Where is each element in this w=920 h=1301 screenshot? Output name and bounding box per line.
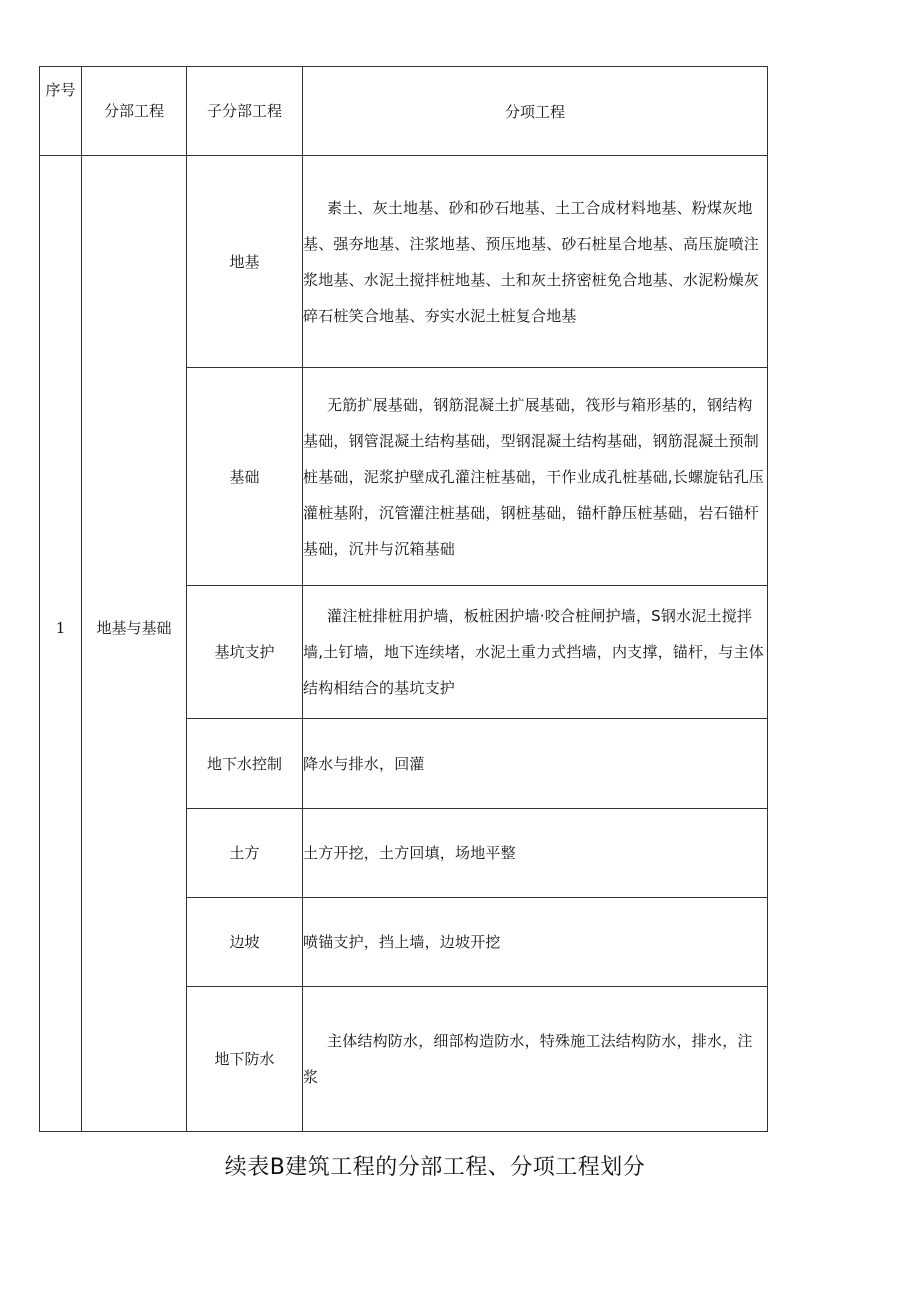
sub-division-cell: 基础 (187, 368, 303, 586)
items-cell (303, 156, 768, 368)
items-cell (303, 987, 768, 1132)
items-cell (303, 368, 768, 586)
table-caption: 续表B建筑工程的分部工程、分项工程划分 (224, 1155, 646, 1180)
division-value: 地基与基础 (96, 618, 172, 637)
items-text: 土方开挖，土方回填，场地平整 (303, 844, 516, 862)
header-division: 分部工程 (82, 67, 187, 156)
division-table (39, 66, 768, 1132)
items-text: 主体结构防水，细部构造防水，特殊施工法结构防水，排水，注浆 (303, 1032, 753, 1086)
header-sub-division: 子分部工程 (187, 67, 303, 156)
items-cell (303, 898, 768, 987)
items-text: 喷锚支护，挡上墙，边坡开挖 (303, 933, 501, 951)
table-row (40, 156, 768, 368)
sub-division-cell: 边坡 (187, 898, 303, 987)
items-cell (303, 586, 768, 719)
items-text: 素土、灰土地基、砂和砂石地基、土工合成材料地基、粉煤灰地基、强夯地基、注浆地基、预压地基、砂石桩星合地基、高压旋喷注浆地基、水泥土搅拌桩地基、土和灰土挤密桩免合地基、水泥粉燥灰碎石桩笑合地基、夯实水泥土桩复合地基 (303, 198, 760, 325)
items-cell (303, 809, 768, 898)
items-text: 降水与排水，回灌 (303, 754, 425, 773)
items-cell (303, 719, 768, 809)
items-text: 灌注桩排桩用护墙，板桩困护墙·咬合桩闸护墙，S钢水泥土搅拌墙,土钉墙，地下连续堵，水泥土重力式挡墙，内支撑，锚杆，与主体结构相结合的基坑支护 (303, 607, 764, 697)
sub-division-cell: 基坑支护 (187, 586, 303, 719)
division-cell (82, 156, 187, 1132)
header-seq: 序号 (40, 67, 82, 156)
sub-division-cell: 地基 (187, 156, 303, 368)
header-items: 分项工程 (303, 67, 768, 156)
sub-division-cell: 土方 (187, 809, 303, 898)
seq-cell (40, 156, 82, 1132)
table-header-row (40, 67, 768, 156)
sub-division-cell: 地下防水 (187, 987, 303, 1132)
items-text: 无筋扩展基础，钢筋混凝土扩展基础，筏形与箱形基的，钢结构基础，钢管混凝土结构基础，型钢混凝土结构基础，钢筋混凝土预制桩基础，泥浆护壁成孔灌注桩基础，干作业成孔桩基础,长螺旋钻孔压灌桩基附，沉管灌注桩基础，钢桩基础，锚杆静压桩基础，岩石锚杆基础，沉井与沉箱基础 (303, 395, 764, 558)
sub-division-cell: 地下水控制 (187, 719, 303, 809)
seq-value: 1 (55, 618, 66, 637)
